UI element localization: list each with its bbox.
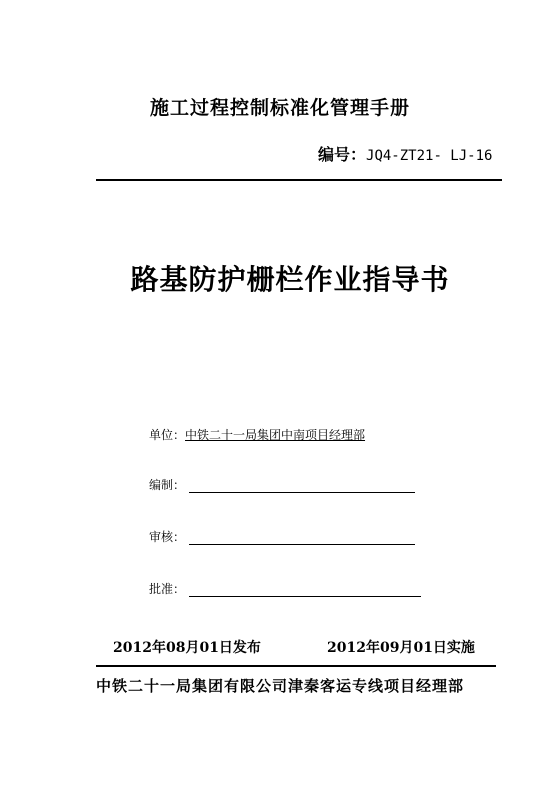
manual-title: 施工过程控制标准化管理手册	[149, 97, 410, 119]
approved-by-signature-line	[189, 582, 421, 597]
approved-by-label: 批准：	[149, 582, 186, 596]
reviewed-by-signature-line	[189, 530, 415, 545]
document-number	[318, 142, 492, 165]
prepared-by-label: 编制：	[149, 478, 186, 492]
approved-by-row	[149, 580, 421, 597]
document-title: 路基防护栅栏作业指导书	[130, 263, 450, 296]
reviewed-by-label: 审核：	[149, 530, 186, 544]
prepared-by-signature-line	[189, 478, 415, 493]
unit-label: 单位：	[149, 428, 186, 442]
bottom-divider	[96, 665, 496, 667]
unit-row	[149, 426, 365, 443]
unit-value: 中铁二十一局集团中南项目经理部	[185, 428, 366, 442]
company-name: 中铁二十一局集团有限公司津秦客运专线项目经理部	[95, 677, 464, 695]
prepared-by-row	[149, 476, 415, 493]
top-divider	[96, 179, 502, 181]
document-number-label: 编号：	[318, 145, 367, 164]
publish-date: 2012年08月01日发布	[113, 640, 261, 656]
document-number-value: JQ4-ZT21- LJ-16	[366, 148, 493, 164]
reviewed-by-row	[149, 528, 415, 545]
effective-date: 2012年09月01日实施	[327, 640, 475, 656]
